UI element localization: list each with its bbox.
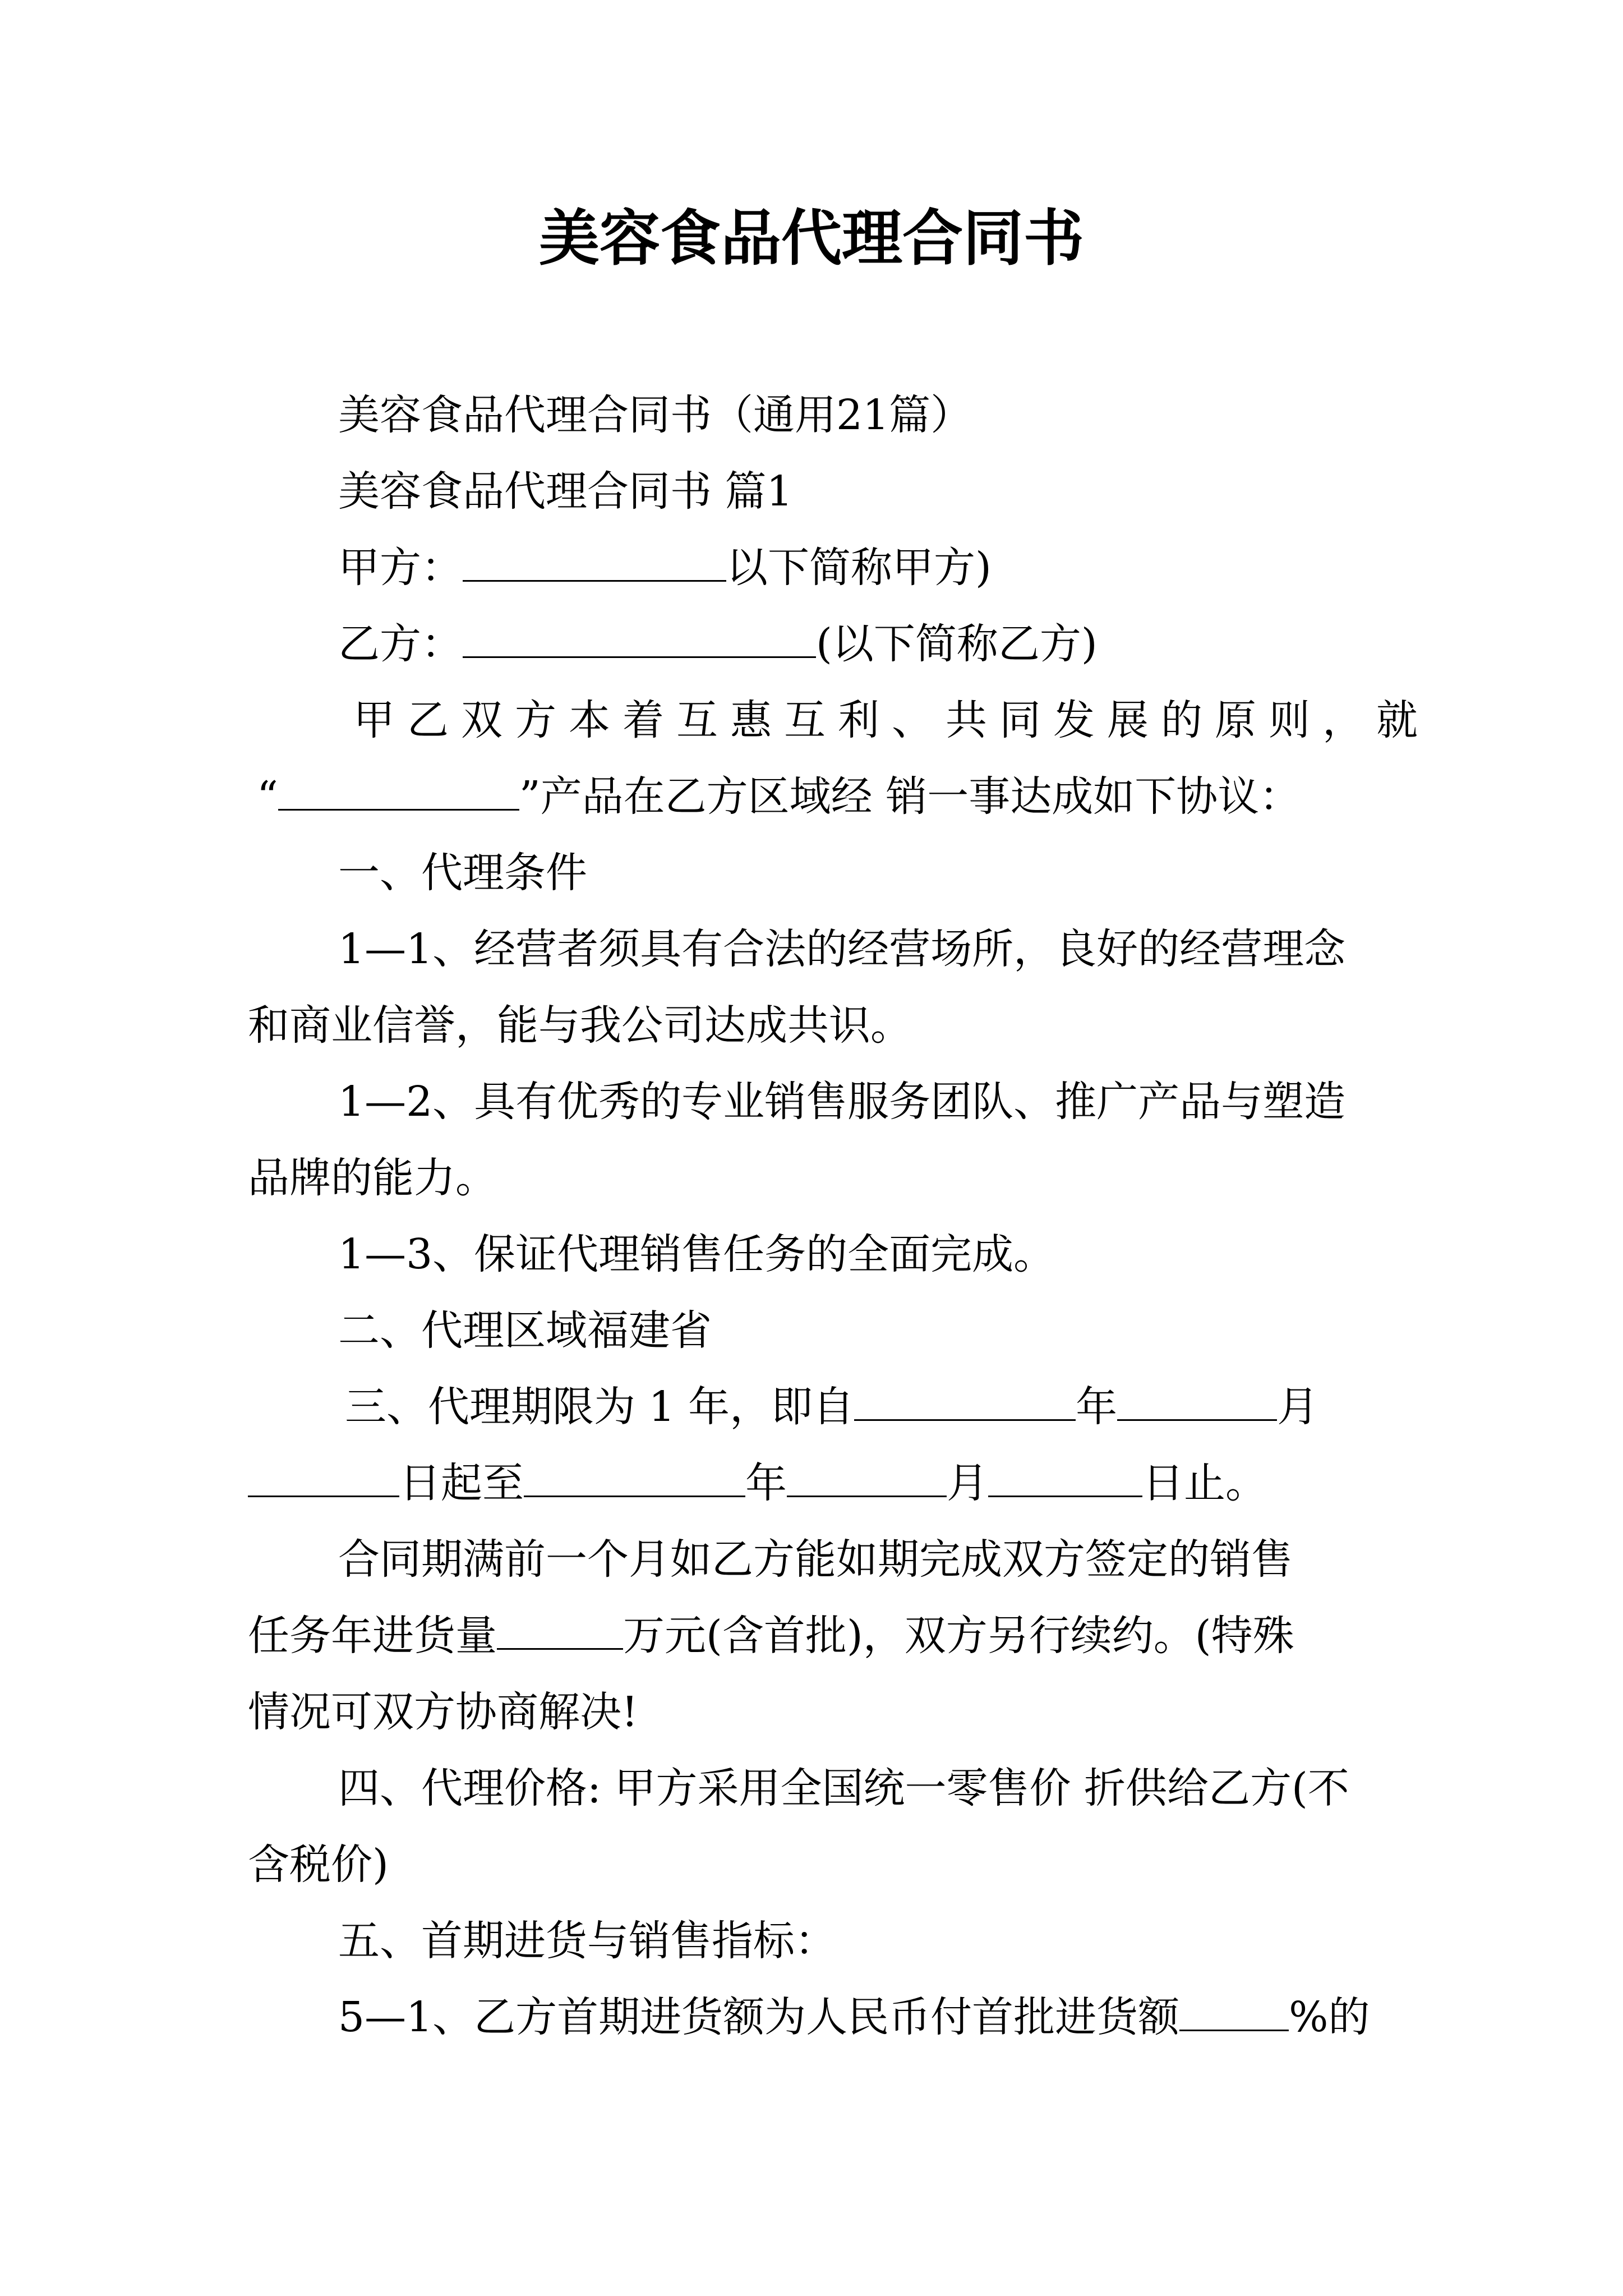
term-month2-label: 月	[947, 1459, 988, 1507]
clause-1-1-line-2: 和商业信誉，能与我公司达成共识。	[248, 1001, 912, 1050]
start-year-blank	[854, 1387, 1076, 1421]
product-name-blank	[278, 776, 519, 811]
intro-line-2-text: ”产品在乙方区域经 销一事达成如下协议：	[519, 772, 1301, 821]
start-day-blank	[248, 1463, 399, 1497]
clause-1-2-line-1: 1—2、具有优秀的专业销售服务团队、推广产品与塑造	[338, 1078, 1346, 1126]
intro-open-quote: “	[257, 772, 278, 821]
document-subtitle: 美容食品代理合同书（通用21篇）	[338, 391, 972, 439]
heading-agency-term-line-2	[248, 1455, 1267, 1511]
renewal-line-2-prefix: 任务年进货量	[248, 1612, 497, 1660]
heading-agency-price-line-1: 四、代理价格: 甲方采用全国统一零售价 折供给乙方(不	[338, 1764, 1349, 1812]
term-year-label: 年	[1076, 1383, 1118, 1431]
clause-1-2-line-2: 品牌的能力。	[248, 1154, 497, 1202]
clause-1-1-line-1: 1—1、经营者须具有合法的经营场所，良好的经营理念	[338, 925, 1346, 973]
intro-line-2	[257, 769, 1301, 825]
party-b-blank	[463, 624, 816, 658]
heading-agency-price-line-2: 含税价)	[248, 1841, 389, 1889]
term-year2-label: 年	[745, 1459, 787, 1507]
clause-1-3: 1—3、保证代理销售任务的全面完成。	[338, 1230, 1055, 1278]
first-order-percent-blank	[1179, 1997, 1289, 2031]
heading-agency-term-line-1	[345, 1379, 1318, 1435]
party-a-blank	[463, 547, 726, 582]
party-b-line	[338, 616, 1098, 672]
term-day-end-label: 日止。	[1142, 1459, 1267, 1507]
term-month-label: 月	[1277, 1383, 1319, 1431]
end-day-blank	[988, 1463, 1142, 1497]
renewal-line-2-suffix: 万元(含首批)，双方另行续约。(特殊	[623, 1612, 1294, 1660]
party-b-suffix: (以下简称乙方)	[816, 620, 1098, 668]
annual-volume-blank	[497, 1616, 623, 1650]
term-day-start-label: 日起至	[399, 1459, 524, 1507]
party-b-label: 乙方：	[338, 620, 463, 668]
party-a-suffix: 以下简称甲方)	[726, 544, 992, 592]
start-month-blank	[1117, 1387, 1277, 1421]
heading-agency-region: 二、代理区域福建省	[338, 1306, 712, 1355]
renewal-line-3: 情况可双方协商解决!	[248, 1688, 638, 1736]
end-year-blank	[524, 1463, 745, 1497]
clause-5-1-suffix: %的	[1289, 1993, 1370, 2041]
clause-5-1-line-1	[338, 1989, 1370, 2045]
clause-5-1-prefix: 5—1、乙方首期进货额为人民币付首批进货额	[338, 1993, 1180, 2041]
party-a-label: 甲方：	[338, 544, 463, 592]
section-heading: 美容食品代理合同书 篇1	[338, 467, 793, 516]
heading-agency-conditions: 一、代理条件	[338, 849, 587, 897]
party-a-line	[338, 540, 992, 596]
heading-first-order: 五、首期进货与销售指标：	[338, 1917, 836, 1965]
end-month-blank	[787, 1463, 947, 1497]
renewal-line-1: 合同期满前一个月如乙方能如期完成双方签定的销售	[338, 1535, 1293, 1584]
renewal-line-2	[248, 1608, 1294, 1664]
intro-line-1: 甲乙双方本着互惠互利、共同发展的原则，就	[353, 696, 1430, 744]
term-prefix: 三、代理期限为 1 年，即自	[345, 1383, 855, 1431]
document-title: 美容食品代理合同书	[538, 203, 1084, 274]
